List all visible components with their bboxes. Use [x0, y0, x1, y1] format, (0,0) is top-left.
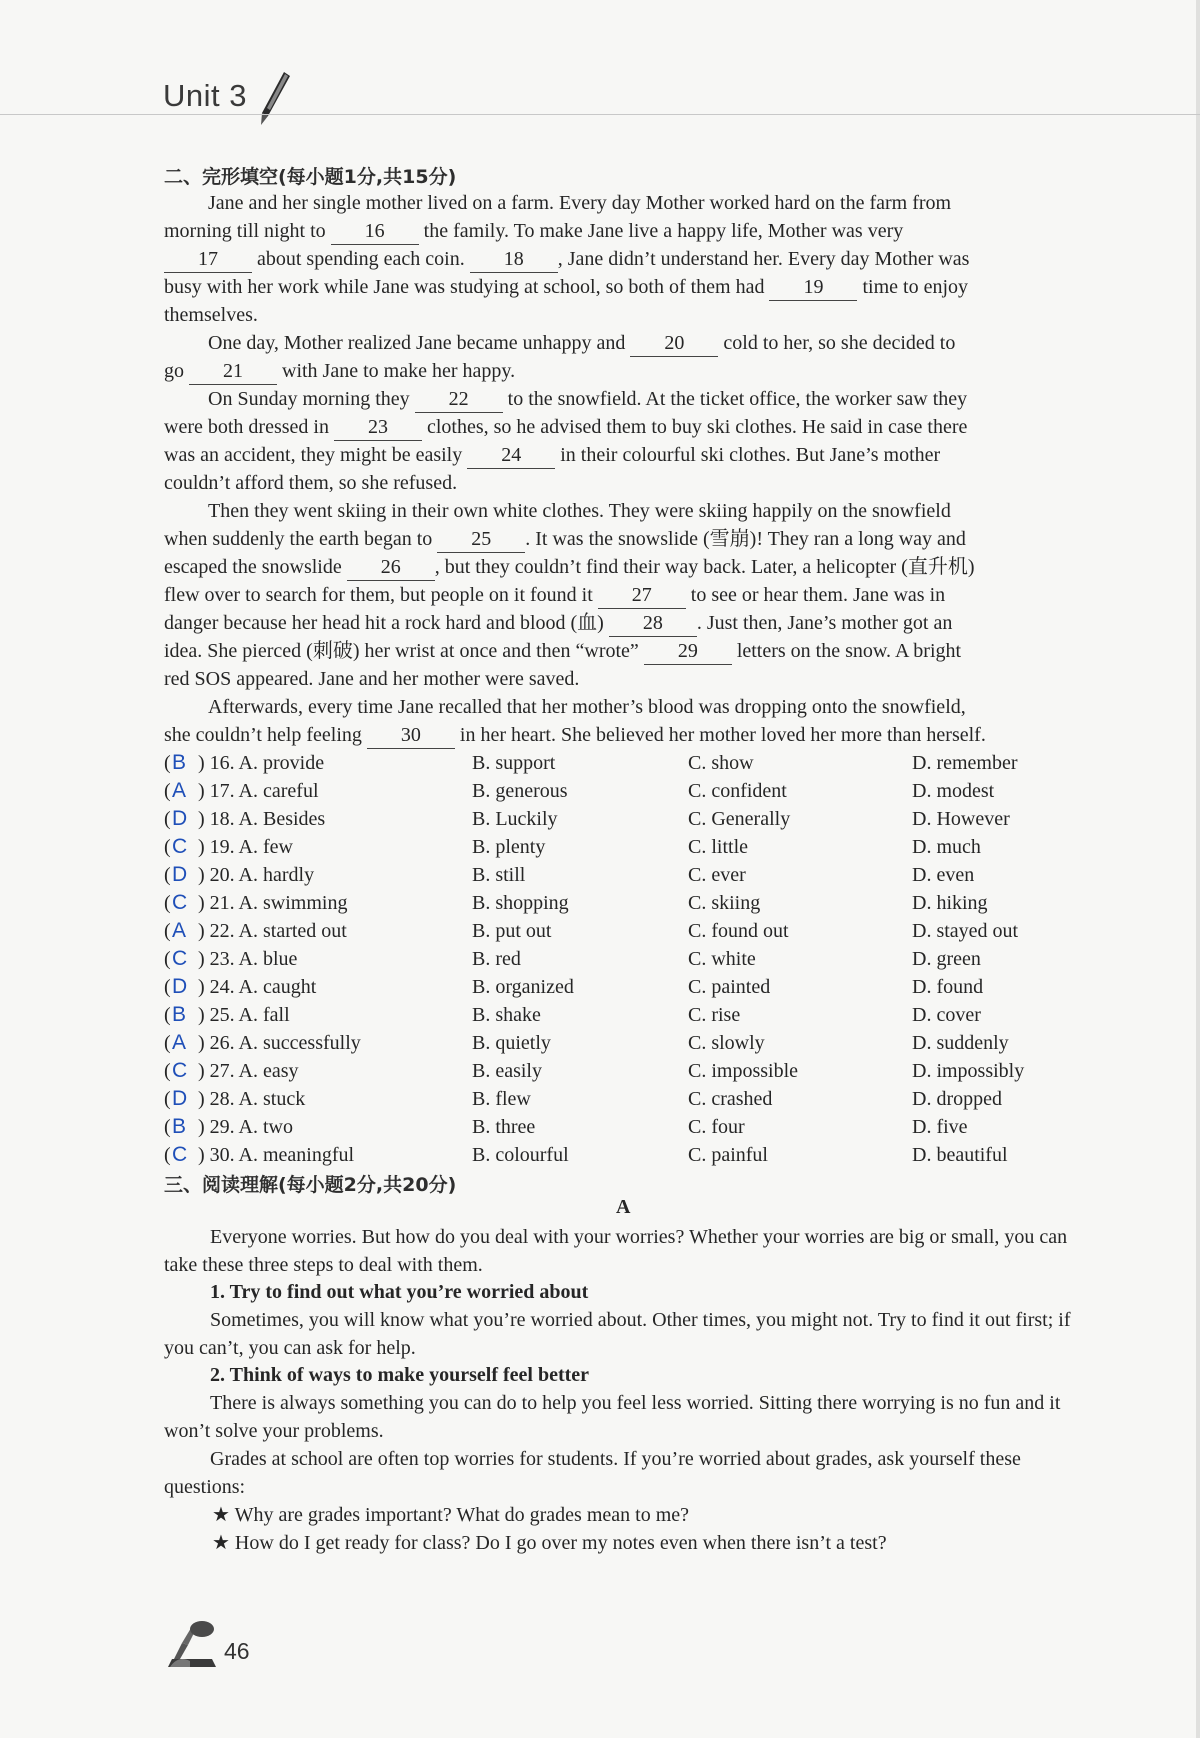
option-c: C. ever: [688, 864, 746, 886]
question-row: [164, 1057, 1094, 1085]
option-a: ) 28. A. stuck: [198, 1088, 306, 1110]
p4-line-6: idea. She pierced (刺破) her wrist at once and then “wrote” 29 letters on the snow. A bright: [164, 637, 961, 665]
open-paren: (: [164, 780, 171, 802]
option-a: ) 22. A. started out: [198, 920, 347, 942]
bullet-2: ★ How do I get ready for class? Do I go over my notes even when there isn’t a test?: [212, 1532, 887, 1554]
blank-20: 20: [630, 330, 718, 357]
blank-24: 24: [467, 442, 555, 469]
p4-line-7: red SOS appeared. Jane and her mother were saved.: [164, 668, 580, 690]
section-3-heading: 三、阅读理解(每小题2分,共20分): [164, 1174, 457, 1196]
blank-16: 16: [331, 218, 419, 245]
grades-paragraph: Grades at school are often top worries for students. If you’re worried about grades, ask yourself these questions:: [164, 1448, 1021, 1498]
option-c: C. skiing: [688, 892, 761, 914]
question-row: [164, 945, 1094, 973]
option-c: C. Generally: [688, 808, 791, 830]
p5-line-2: she couldn’t help feeling 30 in her heart. She believed her mother loved her more than herself.: [164, 721, 986, 749]
step-1-text: Sometimes, you will know what you’re worried about. Other times, you might not. Try to find it out first; if you can’t, you can ask for help.: [164, 1309, 1071, 1359]
option-a: ) 21. A. swimming: [198, 892, 348, 914]
option-c: C. found out: [688, 920, 789, 942]
option-b: B. red: [472, 948, 521, 970]
option-c: C. painted: [688, 976, 771, 998]
question-row: [164, 889, 1094, 917]
option-b: B. three: [472, 1116, 536, 1138]
question-row: [164, 777, 1094, 805]
p4-line-2: when suddenly the earth began to 25 . It was the snowslide (雪崩)! They ran a long way and: [164, 525, 966, 553]
option-b: B. shake: [472, 1004, 541, 1026]
option-a: ) 25. A. fall: [198, 1004, 290, 1026]
option-c: C. rise: [688, 1004, 741, 1026]
step-2-text: There is always something you can do to help you feel less worried. Sitting there worrying is no fun and it won’t solve your problems.: [164, 1392, 1061, 1442]
option-c: C. confident: [688, 780, 787, 802]
p1-line-1: Jane and her single mother lived on a farm. Every day Mother worked hard on the farm from: [208, 192, 952, 214]
option-b: B. colourful: [472, 1144, 569, 1166]
option-b: B. organized: [472, 976, 574, 998]
option-d: D. five: [912, 1116, 968, 1138]
open-paren: (: [164, 1116, 171, 1138]
blank-17: 17: [164, 246, 252, 273]
open-paren: (: [164, 1144, 171, 1166]
option-b: B. generous: [472, 780, 568, 802]
open-paren: (: [164, 752, 171, 774]
option-a: ) 27. A. easy: [198, 1060, 299, 1082]
step-1-title: 1. Try to find out what you’re worried about: [210, 1281, 589, 1303]
option-d: D. dropped: [912, 1088, 1002, 1110]
blank-25: 25: [437, 526, 525, 553]
bullet-1: ★ Why are grades important? What do grades mean to me?: [212, 1504, 690, 1526]
p1-line-3: 17 about spending each coin. 18 , Jane didn’t understand her. Every day Mother was: [164, 245, 969, 273]
unit-title: Unit 3: [163, 78, 247, 113]
option-a: ) 26. A. successfully: [198, 1032, 361, 1054]
option-c: C. four: [688, 1116, 745, 1138]
option-a: ) 24. A. caught: [198, 976, 317, 998]
option-d: D. impossibly: [912, 1060, 1025, 1082]
question-row: [164, 833, 1094, 861]
answer-mark: B: [172, 751, 187, 774]
open-paren: (: [164, 1088, 171, 1110]
p5-line-1: Afterwards, every time Jane recalled that her mother’s blood was dropping onto the snowfield,: [208, 696, 966, 718]
question-row: [164, 749, 1094, 777]
answer-mark: A: [172, 1031, 187, 1054]
question-row: [164, 1113, 1094, 1141]
p1-line-5: themselves.: [164, 304, 258, 326]
p3-line-3: was an accident, they might be easily 24 in their colourful ski clothes. But Jane’s mother: [164, 441, 940, 469]
blank-22: 22: [415, 386, 503, 413]
answer-mark: C: [172, 947, 188, 970]
page-edge: [1196, 0, 1200, 1738]
option-b: B. plenty: [472, 836, 546, 858]
question-row: [164, 1141, 1094, 1169]
open-paren: (: [164, 892, 171, 914]
blank-19: 19: [769, 274, 857, 301]
option-c: C. show: [688, 752, 754, 774]
option-c: C. crashed: [688, 1088, 773, 1110]
answer-mark: C: [172, 835, 188, 858]
answer-mark: B: [172, 1003, 187, 1026]
answer-mark: B: [172, 1115, 187, 1138]
question-row: [164, 805, 1094, 833]
option-b: B. Luckily: [472, 808, 558, 830]
page-number: 46: [224, 1638, 250, 1664]
p4-line-3: escaped the snowslide 26 , but they couldn’t find their way back. Later, a helicopter (直升机): [164, 553, 975, 581]
open-paren: (: [164, 808, 171, 830]
option-b: B. quietly: [472, 1032, 551, 1054]
p3-line-2: were both dressed in 23 clothes, so he advised them to buy ski clothes. He said in case there: [164, 413, 967, 441]
option-c: C. white: [688, 948, 756, 970]
step-2-title: 2. Think of ways to make yourself feel better: [210, 1364, 590, 1386]
blank-28: 28: [609, 610, 697, 637]
open-paren: (: [164, 948, 171, 970]
blank-27: 27: [598, 582, 686, 609]
option-d: D. suddenly: [912, 1032, 1009, 1054]
answer-mark: D: [172, 975, 188, 998]
question-row: [164, 1029, 1094, 1057]
option-c: C. slowly: [688, 1032, 765, 1054]
question-row: [164, 973, 1094, 1001]
blank-23: 23: [334, 414, 422, 441]
passage-label: A: [616, 1196, 631, 1218]
question-row: [164, 917, 1094, 945]
header-rule: [0, 114, 1200, 115]
option-a: ) 17. A. careful: [198, 780, 319, 802]
answer-mark: D: [172, 807, 188, 830]
pen-icon: [254, 70, 294, 128]
question-row: [164, 1085, 1094, 1113]
option-c: C. impossible: [688, 1060, 799, 1082]
option-a: ) 18. A. Besides: [198, 808, 326, 830]
blank-26: 26: [347, 554, 435, 581]
option-d: D. green: [912, 948, 981, 970]
option-d: D. beautiful: [912, 1144, 1008, 1166]
open-paren: (: [164, 920, 171, 942]
answer-mark: C: [172, 1059, 188, 1082]
answer-mark: D: [172, 863, 188, 886]
p4-line-4: flew over to search for them, but people on it found it 27 to see or hear them. Jane was in: [164, 581, 945, 609]
option-a: ) 29. A. two: [198, 1116, 293, 1138]
blank-21: 21: [189, 358, 277, 385]
option-b: B. easily: [472, 1060, 542, 1082]
option-d: D. However: [912, 808, 1010, 830]
option-b: B. support: [472, 752, 556, 774]
question-row: [164, 861, 1094, 889]
answer-mark: C: [172, 1143, 188, 1166]
option-d: D. stayed out: [912, 920, 1019, 942]
blank-30: 30: [367, 722, 455, 749]
option-c: C. painful: [688, 1144, 768, 1166]
option-d: D. cover: [912, 1004, 981, 1026]
option-a: ) 20. A. hardly: [198, 864, 315, 886]
option-d: D. found: [912, 976, 984, 998]
option-c: C. little: [688, 836, 748, 858]
option-d: D. much: [912, 836, 981, 858]
option-d: D. remember: [912, 752, 1018, 774]
blank-18: 18: [470, 246, 558, 273]
p1-line-4: busy with her work while Jane was studying at school, so both of them had 19 time to enjoy: [164, 273, 968, 301]
p4-line-1: Then they went skiing in their own white clothes. They were skiing happily on the snowfield: [208, 500, 951, 522]
p1-line-2: morning till night to 16 the family. To make Jane live a happy life, Mother was very: [164, 217, 903, 245]
option-b: B. flew: [472, 1088, 531, 1110]
option-a: ) 16. A. provide: [198, 752, 325, 774]
reading-lamp-icon: [164, 1615, 220, 1673]
open-paren: (: [164, 836, 171, 858]
option-a: ) 23. A. blue: [198, 948, 298, 970]
open-paren: (: [164, 1060, 171, 1082]
option-d: D. hiking: [912, 892, 988, 914]
answer-mark: C: [172, 891, 188, 914]
blank-29: 29: [644, 638, 732, 665]
option-d: D. even: [912, 864, 975, 886]
option-b: B. put out: [472, 920, 552, 942]
option-b: B. shopping: [472, 892, 569, 914]
option-b: B. still: [472, 864, 526, 886]
open-paren: (: [164, 1004, 171, 1026]
answer-mark: D: [172, 1087, 188, 1110]
open-paren: (: [164, 1032, 171, 1054]
p4-line-5: danger because her head hit a rock hard and blood (血) 28 . Just then, Jane’s mother got an: [164, 609, 952, 637]
option-a: ) 19. A. few: [198, 836, 293, 858]
open-paren: (: [164, 864, 171, 886]
option-a: ) 30. A. meaningful: [198, 1144, 355, 1166]
p2-line-2: go 21 with Jane to make her happy.: [164, 357, 515, 385]
open-paren: (: [164, 976, 171, 998]
section-2-heading: 二、完形填空(每小题1分,共15分): [164, 166, 457, 188]
p2-line-1: One day, Mother realized Jane became unhappy and 20 cold to her, so she decided to: [208, 329, 955, 357]
answer-mark: A: [172, 919, 187, 942]
option-d: D. modest: [912, 780, 995, 802]
p3-line-1: On Sunday morning they 22 to the snowfield. At the ticket office, the worker saw they: [208, 385, 967, 413]
answer-mark: A: [172, 779, 187, 802]
question-row: [164, 1001, 1094, 1029]
p3-line-4: couldn’t afford them, so she refused.: [164, 472, 458, 494]
intro-paragraph: Everyone worries. But how do you deal with your worries? Whether your worries are big or small, you can take these three steps to deal with them.: [164, 1226, 1068, 1276]
